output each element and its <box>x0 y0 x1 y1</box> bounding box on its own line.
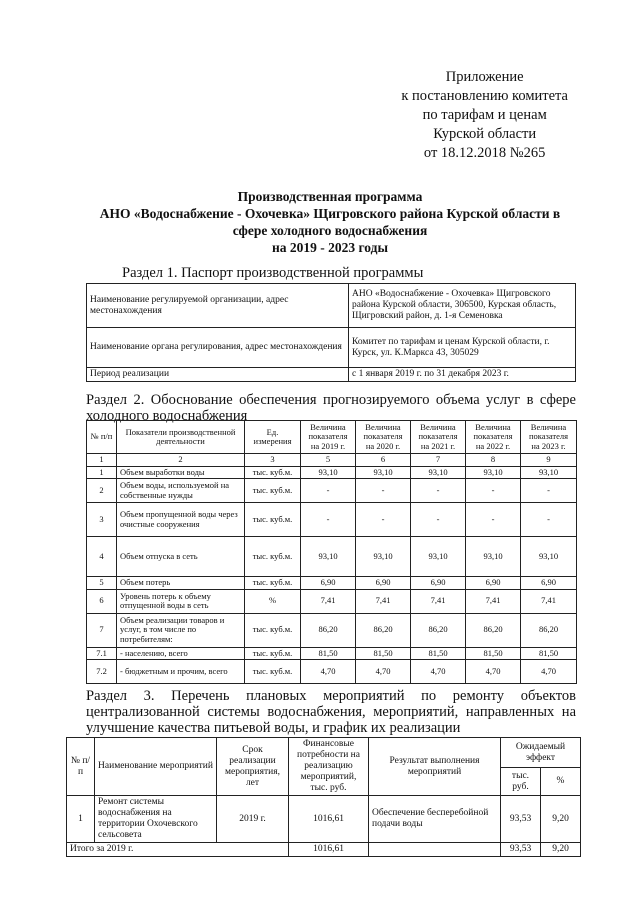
column-header: Ожидаемый эффект <box>501 738 581 768</box>
unit-cell: тыс. куб.м. <box>245 660 301 684</box>
column-header: № п/п <box>67 738 95 796</box>
value-cell: 7,41 <box>301 589 356 613</box>
effect-rub-cell: 93,53 <box>501 796 541 843</box>
table-row <box>87 660 577 684</box>
section1-heading: Раздел 1. Паспорт производственной программы <box>122 265 424 281</box>
title-line: сфере холодного водоснабжения <box>232 223 428 238</box>
table-row <box>87 466 577 479</box>
value-cell: - <box>301 479 356 503</box>
total-row <box>67 843 581 857</box>
table-row <box>87 577 577 590</box>
column-header: Ед. измерения <box>245 421 301 454</box>
table-row <box>67 796 581 843</box>
value-cell: 93,10 <box>521 537 577 577</box>
column-header: Величина показателя на 2021 г. <box>411 421 466 454</box>
row-number: 2 <box>87 479 117 503</box>
indicator-name: Объем воды, используемой на собственные нужды <box>117 479 245 503</box>
indicator-name: Уровень потерь к объему отпущенной воды в сеть <box>117 589 245 613</box>
value-cell: 93,10 <box>521 466 577 479</box>
passport-value: с 1 января 2019 г. по 31 декабря 2023 г. <box>349 368 576 382</box>
value-cell: 93,10 <box>301 537 356 577</box>
section3-heading: Раздел 3. Перечень плановых мероприятий по ремонту объектов централизованной системы водоснабжения, мероприятий, направленных на улучшение качества питьевой воды, и график их реализации <box>86 688 576 736</box>
indicator-name: Объем пропущенной воды через очистные сооружения <box>117 503 245 537</box>
unit-cell: тыс. куб.м. <box>245 613 301 647</box>
appendix-line: от 18.12.2018 №265 <box>423 145 546 161</box>
column-header: Результат выполнения мероприятий <box>369 738 501 796</box>
value-cell: - <box>301 503 356 537</box>
value-cell: 93,10 <box>411 466 466 479</box>
appendix-block <box>401 68 568 163</box>
value-cell: 86,20 <box>301 613 356 647</box>
unit-cell: тыс. куб.м. <box>245 577 301 590</box>
value-cell: 4,70 <box>466 660 521 684</box>
passport-value: Комитет по тарифам и ценам Курской области, г. Курск, ул. К.Маркса 43, 305029 <box>349 328 576 368</box>
column-number: 2 <box>117 454 245 467</box>
table-row <box>87 479 577 503</box>
value-cell: 6,90 <box>411 577 466 590</box>
unit-cell: тыс. куб.м. <box>245 647 301 660</box>
value-cell: - <box>521 503 577 537</box>
table-header-row <box>87 421 577 454</box>
value-cell: - <box>466 503 521 537</box>
column-header: Величина показателя на 2022 г. <box>466 421 521 454</box>
title-line: Производственная программа <box>237 189 423 204</box>
unit-cell: тыс. куб.м. <box>245 466 301 479</box>
value-cell: 86,20 <box>411 613 466 647</box>
appendix-line: Курской области <box>433 126 537 142</box>
finance-cell: 1016,61 <box>289 843 369 857</box>
indicator-name: - населению, всего <box>117 647 245 660</box>
empty-cell <box>369 843 501 857</box>
column-number: 8 <box>466 454 521 467</box>
value-cell: 4,70 <box>521 660 577 684</box>
indicator-name: Объем отпуска в сеть <box>117 537 245 577</box>
document-title <box>60 188 600 256</box>
row-number: 3 <box>87 503 117 537</box>
indicator-name: Объем реализации товаров и услуг, в том числе по потребителям: <box>117 613 245 647</box>
column-header: Срок реализации мероприятия, лет <box>217 738 289 796</box>
column-header: № п/п <box>87 421 117 454</box>
row-number: 4 <box>87 537 117 577</box>
value-cell: 93,10 <box>466 466 521 479</box>
indicator-name: Объем потерь <box>117 577 245 590</box>
column-number: 1 <box>87 454 117 467</box>
row-number: 1 <box>87 466 117 479</box>
value-cell: 7,41 <box>466 589 521 613</box>
value-cell: - <box>521 479 577 503</box>
column-header: Наименование мероприятий <box>95 738 217 796</box>
unit-cell: тыс. куб.м. <box>245 479 301 503</box>
row-number: 7.1 <box>87 647 117 660</box>
column-header: Величина показателя на 2023 г. <box>521 421 577 454</box>
forecast-table <box>86 420 577 684</box>
value-cell: 81,50 <box>466 647 521 660</box>
value-cell: 4,70 <box>411 660 466 684</box>
total-label: Итого за 2019 г. <box>67 843 289 857</box>
value-cell: 6,90 <box>466 577 521 590</box>
column-header: Показатели производственной деятельности <box>117 421 245 454</box>
value-cell: 7,41 <box>356 589 411 613</box>
value-cell: 81,50 <box>411 647 466 660</box>
title-line: на 2019 - 2023 годы <box>271 240 389 255</box>
column-header: Финансовые потребности на реализацию мероприятий, тыс. руб. <box>289 738 369 796</box>
value-cell: 81,50 <box>301 647 356 660</box>
table-row <box>87 368 576 382</box>
passport-label: Наименование регулируемой организации, адрес местонахождения <box>87 284 349 328</box>
table-row <box>87 328 576 368</box>
indicator-name: Объем выработки воды <box>117 466 245 479</box>
table-row <box>87 647 577 660</box>
row-number: 7 <box>87 613 117 647</box>
column-number-row <box>87 454 577 467</box>
table-row <box>87 284 576 328</box>
effect-rub-cell: 93,53 <box>501 843 541 857</box>
value-cell: 81,50 <box>521 647 577 660</box>
value-cell: - <box>356 479 411 503</box>
passport-table <box>86 283 576 382</box>
column-header: % <box>541 768 581 796</box>
value-cell: 86,20 <box>521 613 577 647</box>
value-cell: 93,10 <box>356 466 411 479</box>
row-number: 7.2 <box>87 660 117 684</box>
table-header-row <box>67 738 581 768</box>
effect-pct-cell: 9,20 <box>541 796 581 843</box>
passport-label: Период реализации <box>87 368 349 382</box>
value-cell: 6,90 <box>521 577 577 590</box>
row-number: 1 <box>67 796 95 843</box>
table-row <box>87 613 577 647</box>
column-number: 6 <box>356 454 411 467</box>
title-line: АНО «Водоснабжение - Охочевка» Щигровского района Курской области в <box>99 206 561 221</box>
value-cell: - <box>356 503 411 537</box>
appendix-line: к постановлению комитета <box>401 88 568 104</box>
column-number: 9 <box>521 454 577 467</box>
value-cell: - <box>411 503 466 537</box>
value-cell: 93,10 <box>356 537 411 577</box>
measures-table <box>66 737 581 857</box>
effect-pct-cell: 9,20 <box>541 843 581 857</box>
value-cell: 7,41 <box>521 589 577 613</box>
value-cell: 86,20 <box>356 613 411 647</box>
passport-value: АНО «Водоснабжение - Охочевка» Щигровского района Курской области, 306500, Курская область, Щигровский район, д. 1-я Семеновка <box>349 284 576 328</box>
column-number: 7 <box>411 454 466 467</box>
appendix-line: Приложение <box>445 69 524 85</box>
value-cell: 93,10 <box>466 537 521 577</box>
value-cell: 81,50 <box>356 647 411 660</box>
value-cell: 6,90 <box>301 577 356 590</box>
measure-name: Ремонт системы водоснабжения на территории Охочевского сельсовета <box>95 796 217 843</box>
result-cell: Обеспечение бесперебойной подачи воды <box>369 796 501 843</box>
value-cell: 6,90 <box>356 577 411 590</box>
column-number: 5 <box>301 454 356 467</box>
row-number: 6 <box>87 589 117 613</box>
column-header: тыс. руб. <box>501 768 541 796</box>
column-header: Величина показателя на 2020 г. <box>356 421 411 454</box>
appendix-line: по тарифам и ценам <box>422 107 547 123</box>
term-cell: 2019 г. <box>217 796 289 843</box>
column-header: Величина показателя на 2019 г. <box>301 421 356 454</box>
unit-cell: % <box>245 589 301 613</box>
value-cell: - <box>411 479 466 503</box>
table-row <box>87 589 577 613</box>
value-cell: 4,70 <box>301 660 356 684</box>
value-cell: 86,20 <box>466 613 521 647</box>
value-cell: 7,41 <box>411 589 466 613</box>
value-cell: - <box>466 479 521 503</box>
indicator-name: - бюджетным и прочим, всего <box>117 660 245 684</box>
section2-heading: Раздел 2. Обоснование обеспечения прогнозируемого объема услуг в сфере холодного водоснабжения <box>86 392 576 424</box>
passport-label: Наименование органа регулирования, адрес местонахождения <box>87 328 349 368</box>
finance-cell: 1016,61 <box>289 796 369 843</box>
value-cell: 93,10 <box>411 537 466 577</box>
value-cell: 4,70 <box>356 660 411 684</box>
unit-cell: тыс. куб.м. <box>245 537 301 577</box>
unit-cell: тыс. куб.м. <box>245 503 301 537</box>
row-number: 5 <box>87 577 117 590</box>
value-cell: 93,10 <box>301 466 356 479</box>
column-number: 3 <box>245 454 301 467</box>
table-row <box>87 537 577 577</box>
table-row <box>87 503 577 537</box>
